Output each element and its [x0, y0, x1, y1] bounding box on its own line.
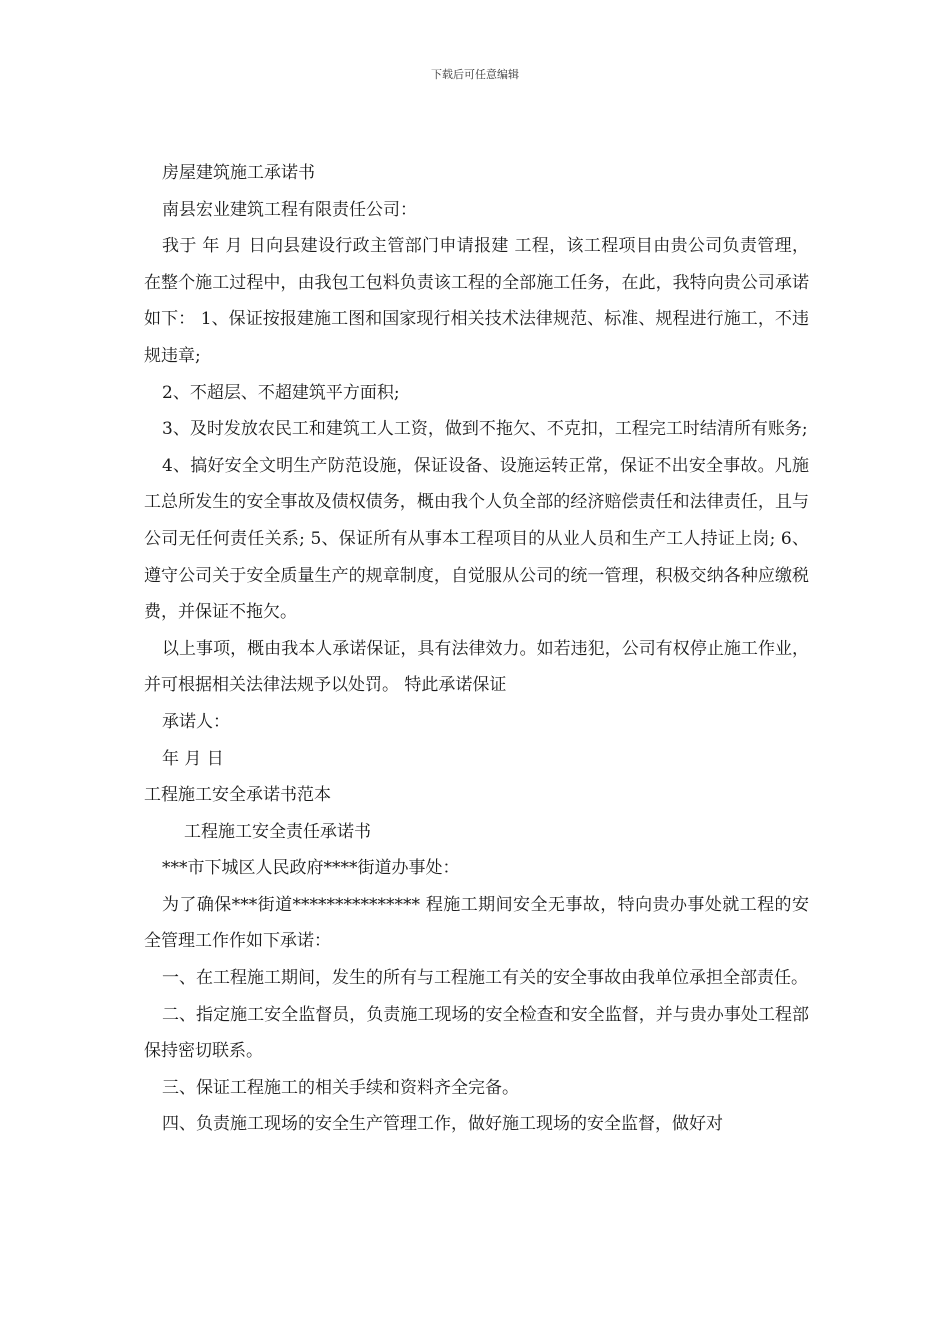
doc2-addressee: ***市下城区人民政府****街道办事处： — [162, 858, 460, 879]
doc2-item-2: 二、指定施工安全监督员，负责施工现场的安全检查和安全监督，并与贵办事处工程部保持密切联系。 — [144, 1004, 809, 1062]
doc2-item-3: 三、保证工程施工的相关手续和资料齐全完备。 — [162, 1077, 519, 1098]
doc1-paragraph-3: 3、及时发放农民工和建筑工人工资，做到不拖欠、不克扣，工程完工时结清所有账务; — [162, 419, 808, 440]
doc2-item-4: 四、负责施工现场的安全生产管理工作，做好施工现场的安全监督，做好对 — [162, 1114, 723, 1135]
doc2-item-1: 一、在工程施工期间，发生的所有与工程施工有关的安全事故由我单位承担全部责任。 — [162, 968, 808, 989]
doc1-paragraph-2: 2、不超层、不超建筑平方面积; — [162, 382, 400, 403]
doc2-heading: 工程施工安全承诺书范本 — [144, 785, 331, 806]
doc1-paragraph-5: 以上事项，概由我本人承诺保证，具有法律效力。如若违犯，公司有权停止施工作业，并可根据相关法律法规予以处罚。 特此承诺保证 — [144, 638, 809, 696]
doc1-signer: 承诺人： — [162, 711, 230, 732]
doc1-date: 年 月 日 — [162, 748, 224, 769]
doc2-intro: 为了确保***街道*************** 程施工期间安全无事故，特向贵办事处就工程的安全管理工作作如下承诺： — [144, 894, 809, 952]
doc1-addressee: 南县宏业建筑工程有限责任公司： — [162, 199, 417, 220]
document-body — [144, 155, 809, 1143]
doc1-title: 房屋建筑施工承诺书 — [162, 163, 315, 183]
doc1-paragraph-4: 4、搞好安全文明生产防范设施，保证设备、设施运转正常，保证不出安全事故。凡施工总所发生的安全事故及债权债务，概由我个人负全部的经济赔偿责任和法律责任，且与公司无任何责任关系; 5、保证所有从事本工程项目的从业人员和生产工人持证上岗; 6、遵守公司关于安全质量生产的规章制度，自觉服从公司的统一管理，积极交纳各种应缴税费，并保证不拖欠。 — [144, 455, 809, 623]
doc2-title: 工程施工安全责任承诺书 — [184, 821, 371, 842]
doc1-paragraph-1: 我于 年 月 日向县建设行政主管部门申请报建 工程，该工程项目由贵公司负责管理，在整个施工过程中，由我包工包料负责该工程的全部施工任务，在此，我特向贵公司承诺如下： 1、保证按报建施工图和国家现行相关技术法律规范、标准、规程进行施工，不违规违章; — [144, 236, 809, 366]
header-note: 下载后可任意编辑 — [431, 68, 519, 81]
